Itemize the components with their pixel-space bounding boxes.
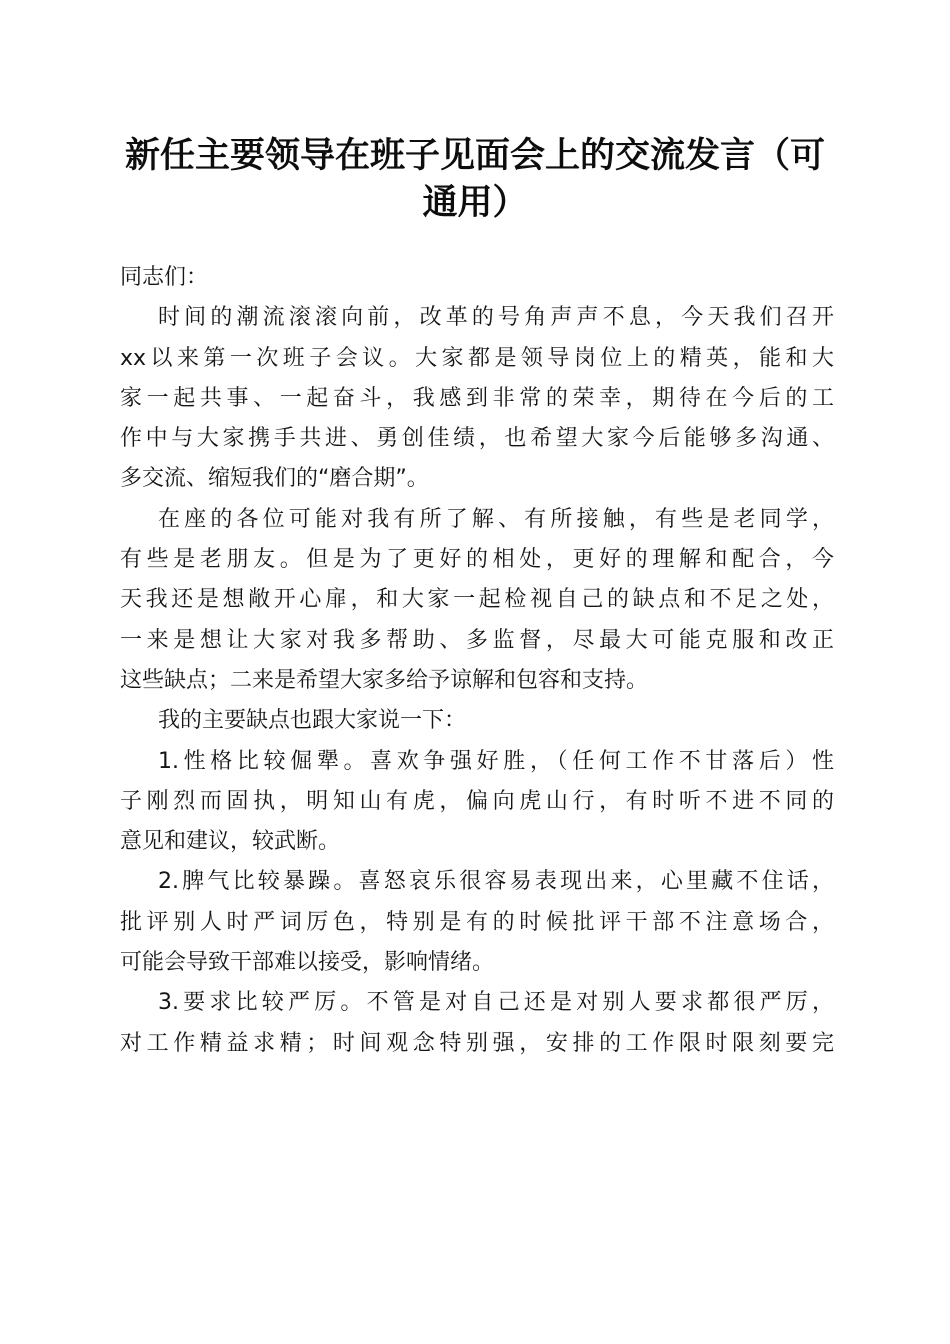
text-line: 批评别人时严词厉色，特别是有的时候批评干部不注意场合， [120,909,834,935]
paragraph-point-1 [120,742,834,863]
text-line: 时间的潮流滚滚向前，改革的号角声声不息，今天我们召开 [158,305,834,331]
paragraph-opening [120,298,834,499]
text-line: 子刚烈而固执，明知山有虎，偏向虎山行，有时听不进不同的 [120,788,834,814]
text-line: 我的主要缺点也跟大家说一下： [158,708,467,734]
paragraph-intro [120,701,834,741]
paragraph-self-criticism [120,500,834,701]
document-body [120,258,834,1064]
document-title [100,132,850,226]
text-line: 可能会导致干部难以接受，影响情绪。 [120,950,495,976]
text-line: 这些缺点；二来是希望大家多给予谅解和包容和支持。 [120,667,649,693]
text-line: 对工作精益求精；时间观念特别强，安排的工作限时限刻要完 [120,1030,834,1056]
text-line: 多交流、缩短我们的“磨合期”。 [120,466,429,492]
text-line: 作中与大家携手共进、勇创佳绩，也希望大家今后能够多沟通、 [120,426,834,452]
text-line: 一来是想让大家对我多帮助、多监督，尽最大可能克服和改正 [120,627,834,653]
salutation: 同志们： [120,265,209,290]
text-line: 3.要求比较严厉。不管是对自己还是对别人要求都很严厉， [158,990,834,1016]
text-line: 天我还是想敞开心扉，和大家一起检视自己的缺点和不足之处， [120,587,834,613]
text-line: 在座的各位可能对我有所了解、有所接触，有些是老同学， [158,506,834,532]
text-line: 有些是老朋友。但是为了更好的相处，更好的理解和配合，今 [120,547,834,573]
text-line: 1.性格比较倔犟。喜欢争强好胜，（任何工作不甘落后）性 [158,748,834,774]
text-line: 意见和建议，较武断。 [120,829,341,855]
text-line: 2.脾气比较暴躁。喜怒哀乐很容易表现出来，心里藏不住话， [158,869,834,895]
text-line: 家一起共事、一起奋斗，我感到非常的荣幸，期待在今后的工 [120,385,834,411]
title-line: 通用） [422,182,528,223]
title-line: 新任主要领导在班子见面会上的交流发言（可 [124,135,825,176]
text-line: xx以来第一次班子会议。大家都是领导岗位上的精英，能和大 [120,345,834,371]
paragraph-point-3 [120,983,834,1064]
paragraph-point-2 [120,862,834,983]
